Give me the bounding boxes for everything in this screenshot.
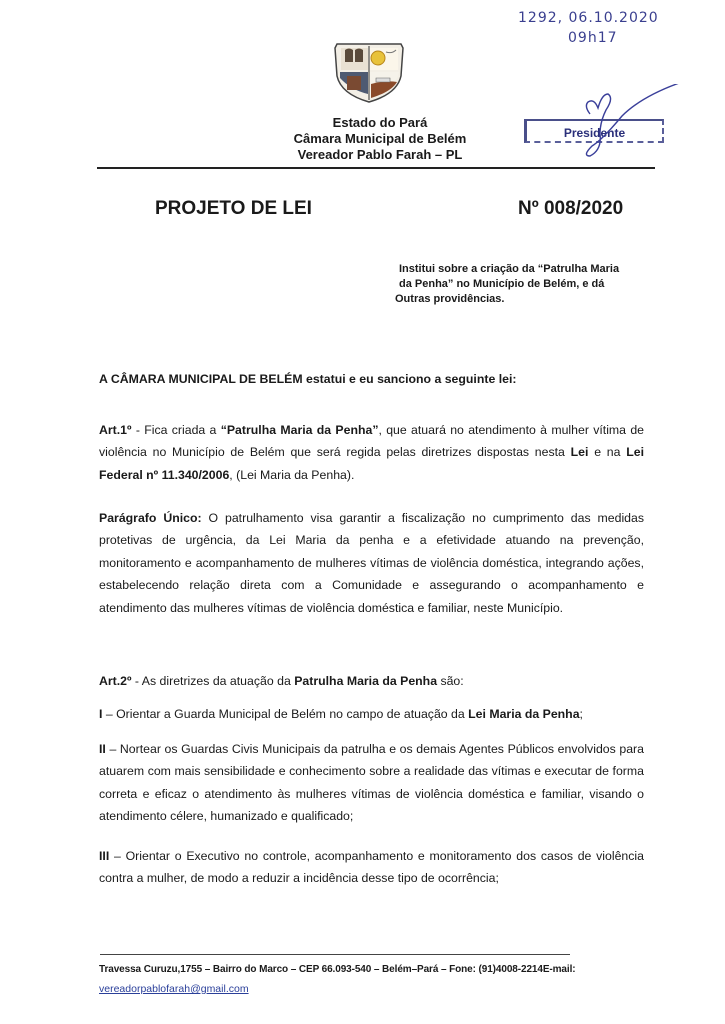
preamble-rest: estatui e eu sanciono a seguinte lei: [302,372,517,386]
item-ii [99,738,644,828]
article-1-text-3: e na [588,445,627,460]
article-1-text-4: , (Lei Maria da Penha). [229,467,355,482]
article-1-bold-1: “Patrulha Maria da Penha” [220,423,379,437]
item-iii-label: III [99,849,110,863]
article-1-text-1: - Fica criada a [131,423,221,437]
preamble [99,368,644,390]
item-ii-text: – Nortear os Guardas Civis Municipais da patrulha e os demais Agentes Públicos envolvidos para atuarem com mais sensibilidade e conhecimento sobre a realidade das vítimas e executar de forma correta e eficaz o atendimento às mulheres vítimas de violência doméstica e familiar, visando o atendimento célere, humanizado e qualificado; [99,742,644,824]
bill-title: PROJETO DE LEI [155,198,312,219]
header-divider [97,167,655,169]
item-iii-text: – Orientar o Executivo no controle, acompanhamento e monitoramento dos casos de violência contra a mulher, de modo a reduzir a incidência desse tipo de ocorrência; [99,849,644,886]
handwritten-protocol-number: 1292, 06.10.2020 [518,10,659,26]
item-ii-label: II [99,742,106,756]
president-stamp: Presidente [524,119,664,143]
summary-line-1: Institui sobre a criação da “Patrulha Maria [399,263,620,275]
article-1-label: Art.1º [99,423,132,437]
bill-summary [395,262,644,307]
item-i [99,703,644,725]
article-2-text-1: - As diretrizes da atuação da [131,674,295,688]
sole-paragraph-text: O patrulhamento visa garantir a fiscalização no cumprimento das medidas protetivas de urgência, da Lei Maria da penha e a efetividade atuando na prevenção, monitoramento e acompanhamento de mulheres vítimas de violência doméstica, integrando ações, estabelecendo relação direta com a Comunidade e assegurando o acompanhamento e atendimento das mulheres vítimas de violência doméstica e familiar, neste Município. [99,511,645,615]
article-1 [99,419,644,486]
item-i-text: – Orientar a Guarda Municipal de Belém no campo de atuação da [102,707,469,721]
state-name: Estado do Pará [332,115,428,130]
article-1-text-2: , que atuará no atendimento à mulher vítima de violência no Município de Belém que será regida pelas diretrizes dispostas nesta [99,423,644,460]
item-i-bold: Lei Maria da Penha [468,707,580,721]
chamber-name: Câmara Municipal de Belém [293,131,467,146]
article-1-bold-3: Lei Federal nº 11.340/2006 [99,445,644,482]
sole-paragraph-label: Parágrafo Único: [99,511,202,525]
handwritten-time: 09h17 [568,30,618,46]
article-2-label: Art.2º [99,674,132,688]
footer-email-link[interactable]: vereadorpablofarah@gmail.com [99,983,249,995]
item-i-end: ; [579,707,583,721]
municipal-seal-icon [331,36,407,104]
footer-address: Travessa Curuzu,1755 – Bairro do Marco – CEP 66.093-540 – Belém–Pará – Fone: (91)4008-2214E-mail: [99,964,576,975]
item-i-label: I [99,707,103,721]
article-1-bold-2: Lei [570,445,589,460]
summary-line-3: Outras providências. [395,293,505,305]
summary-line-2: da Penha” no Município de Belém, e dá [399,278,605,290]
article-2-text-2: são: [437,674,464,688]
sole-paragraph [99,507,644,619]
bill-number: Nº 008/2020 [518,198,624,219]
preamble-bold: A CÂMARA MUNICIPAL DE BELÉM [99,372,303,386]
president-signature [560,84,690,164]
article-2-bold-1: Patrulha Maria da Penha [294,674,438,688]
footer-divider [100,954,570,955]
councilor-name: Vereador Pablo Farah – PL [297,147,463,162]
article-2 [99,670,644,692]
item-iii [99,845,644,890]
